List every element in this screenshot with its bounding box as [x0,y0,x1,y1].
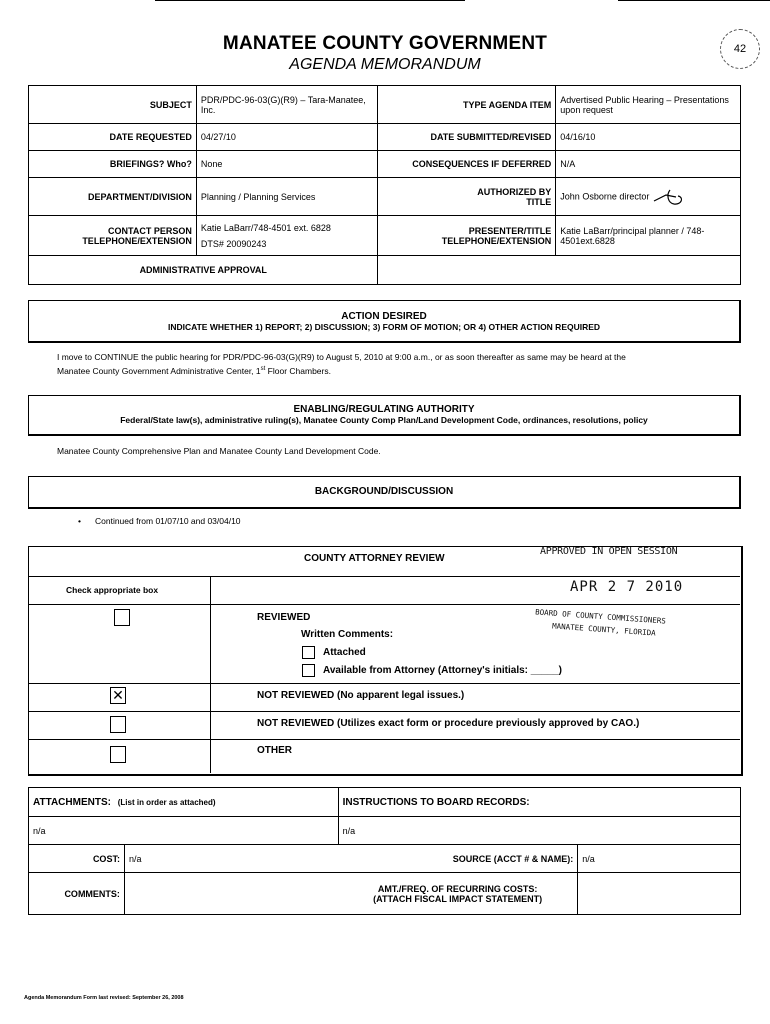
action-text-2b: Floor Chambers. [265,365,331,376]
consequences-label: CONSEQUENCES IF DEFERRED [378,151,556,178]
attorney-heading: COUNTY ATTORNEY REVIEW [304,553,445,564]
presenter-label [378,216,556,256]
type-value: Advertised Public Hearing – Presentations upon request [556,86,741,124]
action-box [28,300,741,343]
page-title: MANATEE COUNTY GOVERNMENT [222,33,548,54]
enabling-heading: ENABLING/REGULATING AUTHORITY [293,404,475,415]
authorized-label [378,178,556,216]
background-bullet-text: Continued from 01/07/10 and 03/04/10 [94,516,241,526]
attached-checkbox[interactable] [302,646,315,659]
enabling-subheading: Federal/State law(s), administrative ruling(s), Manatee County Comp Plan/Land Development Code, ordinances, resolutions, policy [120,415,648,425]
page-number: 42 [720,29,760,69]
action-text-sup: st [260,366,266,372]
attorney-row-line-4 [28,711,740,712]
cost-value: n/a [124,845,338,873]
source-label: SOURCE (ACCT # & NAME): [338,845,578,873]
attorney-col-line [210,576,211,773]
attachments-table [28,787,741,915]
amt-label-1: AMT./FREQ. OF RECURRING COSTS: [377,883,538,894]
top-rule-left [155,0,465,1]
instructions-value: n/a [338,817,740,845]
not-reviewed-1-label: NOT REVIEWED (No apparent legal issues.) [257,690,465,701]
written-comments-label: Written Comments: [301,629,394,640]
action-subheading: INDICATE WHETHER 1) REPORT; 2) DISCUSSION; 3) FORM OF MOTION; OR 4) OTHER ACTION REQUIRED [167,322,601,332]
action-text-line-2 [57,363,747,377]
date-requested-label: DATE REQUESTED [29,124,197,151]
instructions-label: INSTRUCTIONS TO BOARD RECORDS: [338,788,740,817]
date-requested-value: 04/27/10 [196,124,378,151]
other-label: OTHER [257,745,292,756]
dts-number: DTS# 20090243 [200,238,267,249]
action-text-line-1: I move to CONTINUE the public hearing for PDR/PDC-96-03(G)(R9) to August 5, 2010 at 9:00 a.m., or as soon thereafter as same may be heard at the [57,352,626,362]
comments-value [124,873,338,915]
stamp-board-2: MANATEE COUNTY, FLORIDA [551,621,657,638]
not-reviewed-2-checkbox[interactable] [110,716,126,733]
background-box [28,476,741,509]
top-rule-right [618,0,770,1]
contact-phone-label: TELEPHONE/EXTENSION [82,235,192,246]
attached-label: Attached [323,647,366,658]
background-bullet: • Continued from 01/07/10 and 03/04/10 [78,516,241,526]
info-table [28,85,741,285]
cost-label: COST: [29,845,125,873]
attachments-header [29,788,339,817]
attachments-note: (List in order as attached) [117,797,216,807]
action-heading: ACTION DESIRED [341,311,427,322]
check-label: Check appropriate box [66,585,159,595]
presenter-title-label: PRESENTER/TITLE [468,225,552,236]
admin-approval-value [378,256,741,285]
contact-label [29,216,197,256]
presenter-value: Katie LaBarr/principal planner / 748-4501ext.6828 [556,216,741,256]
contact-person-value: Katie LaBarr/748-4501 ext. 6828 [200,222,331,233]
contact-value [196,216,378,256]
stamp-approved: APPROVED IN OPEN SESSION [540,546,678,557]
authorized-by-label: AUTHORIZED BY [477,186,552,197]
amt-label [338,873,578,915]
not-reviewed-2-label: NOT REVIEWED (Utilizes exact form or procedure previously approved by CAO.) [257,718,640,729]
briefings-value: None [196,151,378,178]
authorized-value [556,178,741,216]
attorney-row-line-5 [28,739,740,740]
not-reviewed-1-checkbox[interactable]: ✕ [110,687,126,704]
enabling-text: Manatee County Comprehensive Plan and Manatee County Land Development Code. [57,446,381,456]
attorney-row-line-1 [28,576,740,577]
action-text [57,351,747,377]
subject-value: PDR/PDC-96-03(G)(R9) – Tara-Manatee, Inc. [196,86,378,124]
subject-label: SUBJECT [29,86,197,124]
type-label: TYPE AGENDA ITEM [378,86,556,124]
stamp-board-1: BOARD OF COUNTY COMMISSIONERS [534,607,667,626]
date-submitted-value: 04/16/10 [556,124,741,151]
comments-label: COMMENTS: [29,873,125,915]
date-submitted-label: DATE SUBMITTED/REVISED [378,124,556,151]
action-text-2a: Manatee County Government Administrative Center, 1 [57,365,261,376]
source-value: n/a [578,845,741,873]
department-value: Planning / Planning Services [196,178,378,216]
background-heading: BACKGROUND/DISCUSSION [314,486,454,497]
attachments-label: ATTACHMENTS: [33,796,111,808]
attorney-row-line-2 [28,604,740,605]
available-checkbox[interactable] [302,664,315,677]
enabling-box [28,395,741,436]
stamp-date: APR 2 7 2010 [570,579,684,595]
attorney-row-line-3 [28,683,740,684]
contact-person-label: CONTACT PERSON [108,225,192,236]
department-label: DEPARTMENT/DIVISION [29,178,197,216]
authorized-name: John Osborne director [560,190,650,201]
briefings-label: BRIEFINGS? Who? [29,151,197,178]
amt-label-2: (ATTACH FISCAL IMPACT STATEMENT) [373,893,543,904]
available-label: Available from Attorney (Attorney's initials: _____) [323,665,562,676]
amt-value [578,873,741,915]
other-checkbox[interactable] [110,746,126,763]
reviewed-checkbox[interactable] [114,609,130,626]
attachments-value: n/a [29,817,339,845]
presenter-phone-label: TELEPHONE/EXTENSION [441,235,552,246]
consequences-value: N/A [556,151,741,178]
signature-icon [652,187,688,207]
admin-approval-label: ADMINISTRATIVE APPROVAL [29,256,378,285]
footer-revision: Agenda Memorandum Form last revised: September 26, 2008 [24,995,184,1001]
page-subtitle: AGENDA MEMORANDUM [289,56,481,73]
authorized-title-label: TITLE [526,196,552,207]
reviewed-label: REVIEWED [257,612,311,623]
